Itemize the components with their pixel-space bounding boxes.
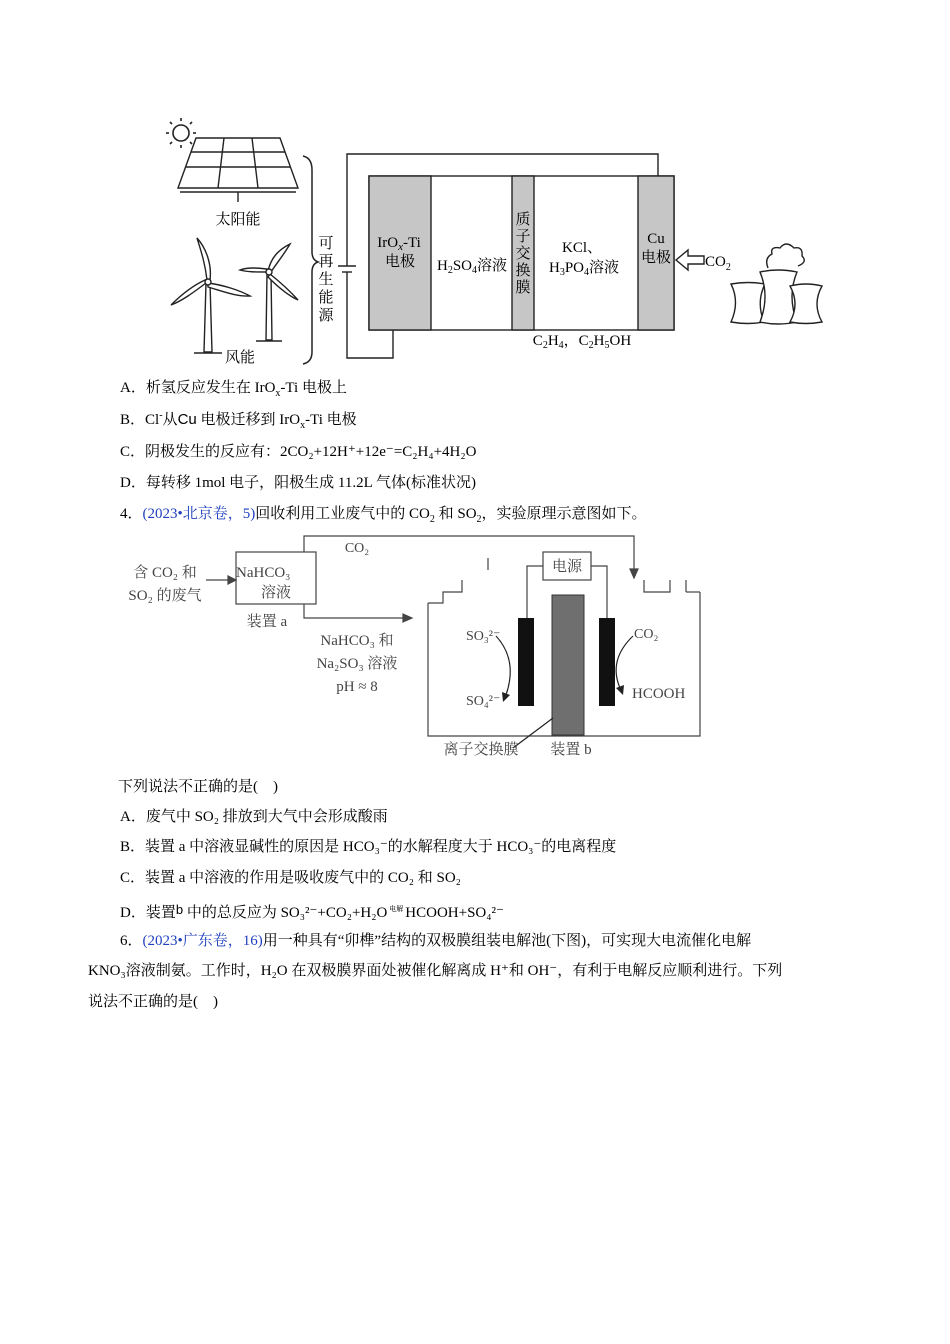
products-label: $C_2H_4$，$C_2H_5OH$ [532,333,632,351]
waste-gas-label-2: SO₂ 的废气 [128,588,202,604]
power-label: 电源 [551,559,583,575]
q4-option-d: D．装置b 中的总反应为 SO₃²⁻+CO₂+H₂O $^{电解}$ HCOOH+SO₄²⁻ [120,902,504,921]
svg-text:交: 交 [515,246,531,262]
waste-gas-label-1: 含 CO₂ 和 [133,565,197,581]
co2-inlet-arrow [676,250,704,270]
q4-option-c: C．装置 a 中溶液的作用是吸收废气中的 CO₂ 和 SO₂ [120,870,461,886]
svg-text:能: 能 [318,290,334,306]
wind-turbine-icon [171,238,250,353]
co2-top-label: CO₂ [344,541,370,556]
anode-label-2: 电极 [384,254,416,270]
cathode-label: Cu [647,231,665,247]
so3-label: SO₃²⁻ [466,629,501,644]
svg-text:子: 子 [515,229,531,245]
anode-label: IrO$_x$-Ti [377,235,421,253]
h2so4-label: $H_2SO_4$溶液 [436,258,508,276]
q4-stem: 4．(2023•北京卷，5)回收利用工业废气中的 $CO_2$ 和 $SO_2$，实验原理示意图如下。 [120,506,647,525]
svg-text:再: 再 [318,254,334,270]
solar-label: 太阳能 [215,212,261,228]
right-electrode [599,618,615,706]
q6-line-2: KNO₃溶液制氨。工作时，H₂O 在双极膜界面处被催化解离成 H⁺和 OH⁻，有利于电解反应顺利进行。下列 [88,963,783,979]
sun-icon [166,118,196,148]
ion-exchange-membrane [552,595,584,735]
q4-option-b: B．装置 a 中溶液显碱性的原因是 HCO₃⁻的水解程度大于 HCO₃⁻的电离程度 [120,839,617,855]
device-b-label: 装置 b [550,742,592,758]
figure-electrolysis-renewable [150,112,850,370]
solution-label-2: Na₂SO₃ 溶液 [316,656,398,672]
anode-electrode [369,176,431,330]
q4-option-a: A．废气中 SO₂ 排放到大气中会形成酸雨 [120,809,388,825]
hcooh-label: HCOOH [632,686,686,702]
wind-label: 风能 [224,350,256,366]
q3-option-b: B．Cl-从Cu 电极迁移到 IrO$_x$-Ti 电极 [120,410,357,431]
co2-right-label: CO₂ [634,627,659,642]
svg-text:膜: 膜 [515,280,531,296]
kcl-label: KCl、 [561,240,603,256]
q4-prompt: 下列说法不正确的是( ) [118,779,278,795]
q3-option-d: D．每转移 1mol 电子，阳极生成 11.2L 气体(标准状况) [120,475,476,491]
figure-so2-co2-recovery [110,528,720,768]
h3po4-label: $H_3PO_4$溶液 [548,260,620,278]
svg-text:生: 生 [318,272,334,288]
wind-turbine-icon [240,244,298,341]
svg-text:源: 源 [318,308,334,324]
cathode-label-2: 电极 [640,250,672,266]
membrane-label [515,211,530,296]
svg-text:可: 可 [318,236,334,252]
solar-panel-icon [178,138,298,202]
factory-chimney-icon [731,244,822,324]
solution-label-3: pH ≈ 8 [336,679,378,695]
device-a-label: 装置 a [246,614,288,630]
renewable-label [318,235,334,324]
svg-text:换: 换 [515,263,531,279]
svg-text:质: 质 [515,212,531,228]
q6-line-1: 6．(2023•广东卷，16)用一种具有“卯榫”结构的双极膜组装电解池(下图)，可实现大电流催化电解 [120,933,752,949]
q6-line-3: 说法不正确的是( ) [88,994,218,1010]
q3-option-a: A．析氢反应发生在 IrO$_x$-Ti 电极上 [120,380,347,399]
left-electrode [518,618,534,706]
q3-option-c: C．阴极发生的反应有：2CO₂+12H⁺+12e⁻=C₂H₄+4H₂O [120,444,477,460]
membrane-label: 离子交换膜 [443,742,519,758]
solution-label-1: NaHCO₃ 和 [320,633,394,649]
solution-box-label: 溶液 [260,585,292,601]
brace [303,156,318,364]
so4-label: SO₄²⁻ [466,694,501,709]
co2-inlet-label: $CO_2$ [705,254,731,273]
nahco3-box-label: NaHCO₃ [236,565,291,581]
